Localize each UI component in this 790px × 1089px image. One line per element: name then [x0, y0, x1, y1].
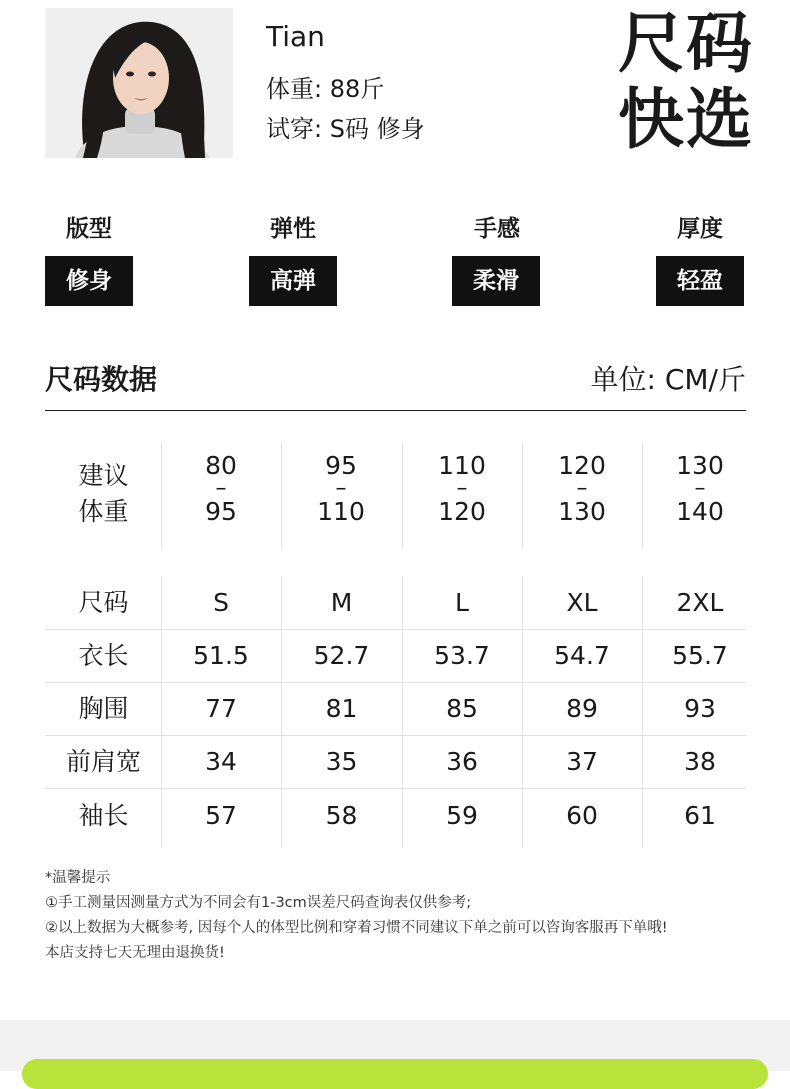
table-cell: 81: [325, 694, 358, 723]
attr-label-fit: 版型: [66, 216, 112, 242]
table-cell: 89: [566, 694, 598, 723]
quick-select-title: 尺码快选: [618, 5, 754, 158]
weight-separator: –: [335, 476, 347, 501]
weight-min: 110: [438, 451, 486, 480]
note-line: ②以上数据为大概参考, 因每个人的体型比例和穿着习惯不同建议下单之前可以咨询客服再下单哦!: [45, 920, 668, 936]
model-weight: 体重: 88斤: [266, 75, 385, 103]
attr-tag-elasticity: 高弹: [249, 256, 337, 306]
table-cell: 53.7: [434, 641, 490, 670]
unit-label: 单位: CM/斤: [590, 363, 746, 396]
weight-min: 95: [325, 451, 357, 480]
weight-min: 120: [558, 451, 606, 480]
attr-tag-feel: 柔滑: [452, 256, 540, 306]
weight-range-l: [402, 451, 522, 526]
section-divider: [45, 410, 746, 411]
weight-range-s: [161, 451, 281, 526]
model-photo: [45, 8, 233, 158]
row-label-size: 尺码: [78, 588, 129, 617]
model-name: Tian: [266, 20, 325, 53]
grid-line: [45, 629, 746, 630]
table-cell: 35: [325, 747, 358, 776]
attr-tag-fit: 修身: [45, 256, 133, 306]
weight-range-m: [281, 451, 401, 526]
table-cell: XL: [566, 588, 598, 617]
table-cell: 38: [684, 747, 716, 776]
table-cell: 59: [446, 801, 478, 830]
size-data-title: 尺码数据: [45, 363, 158, 396]
footer-accent-bar: [22, 1059, 768, 1089]
note-line: ①手工测量因测量方式为不同会有1-3cm误差尺码查询表仅供参考;: [45, 895, 472, 911]
table-cell: 58: [325, 801, 358, 830]
weight-separator: –: [456, 476, 468, 501]
row-label-chest: 胸围: [78, 694, 129, 723]
grid-line: [45, 788, 746, 789]
table-cell: S: [213, 588, 229, 617]
weight-separator: –: [215, 476, 227, 501]
table-cell: 36: [446, 747, 478, 776]
grid-line: [45, 735, 746, 736]
table-cell: L: [455, 588, 469, 617]
table-cell: 61: [684, 801, 716, 830]
table-cell: 57: [205, 801, 237, 830]
weight-max: 140: [676, 497, 724, 526]
weight-separator: –: [576, 476, 588, 501]
row-label-shoulder: 前肩宽: [65, 747, 141, 776]
table-cell: 37: [566, 747, 598, 776]
recommended-weight-label: [45, 458, 162, 530]
table-cell: M: [330, 588, 353, 617]
table-cell: 51.5: [193, 641, 249, 670]
attr-tag-thickness: 轻盈: [656, 256, 744, 306]
notes-heading: *温馨提示: [45, 870, 111, 886]
weight-min: 130: [676, 451, 724, 480]
row-label-sleeve: 袖长: [78, 801, 129, 830]
weight-max: 95: [205, 497, 237, 526]
attr-label-thickness: 厚度: [677, 216, 723, 242]
table-cell: 93: [684, 694, 716, 723]
weight-max: 120: [438, 497, 486, 526]
weight-min: 80: [205, 451, 237, 480]
weight-separator: –: [694, 476, 706, 501]
table-cell: 52.7: [313, 641, 370, 670]
attr-label-feel: 手感: [474, 216, 520, 242]
table-cell: 85: [446, 694, 478, 723]
table-cell: 34: [205, 747, 237, 776]
recommended-weight-line1: 建议: [78, 461, 129, 490]
weight-max: 130: [558, 497, 606, 526]
table-cell: 55.7: [672, 641, 728, 670]
model-tried-size: 试穿: S码 修身: [266, 115, 425, 143]
table-cell: 77: [205, 694, 237, 723]
weight-range-2xl: [640, 451, 760, 526]
grid-line: [45, 682, 746, 683]
table-cell: 54.7: [554, 641, 610, 670]
recommended-weight-line2: 体重: [78, 497, 129, 526]
row-label-length: 衣长: [78, 641, 129, 670]
table-cell: 60: [566, 801, 598, 830]
table-cell: 2XL: [676, 588, 724, 617]
weight-max: 110: [317, 497, 365, 526]
note-line: 本店支持七天无理由退换货!: [45, 945, 225, 961]
weight-range-xl: [522, 451, 642, 526]
attr-label-elasticity: 弹性: [270, 216, 316, 242]
